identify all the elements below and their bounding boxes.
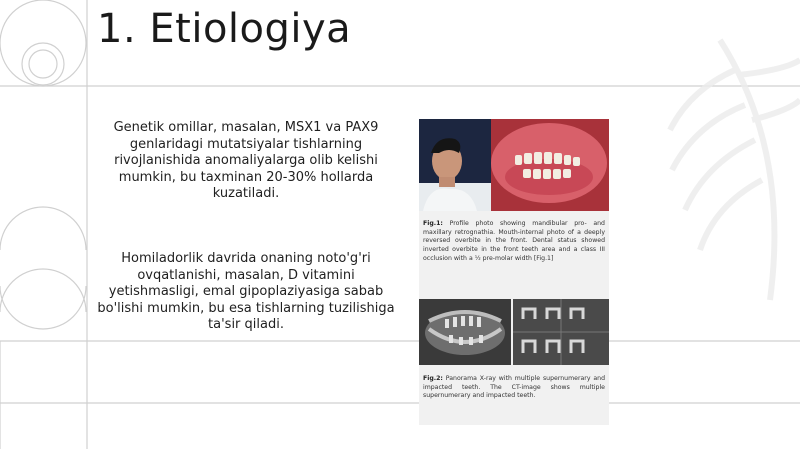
paragraph-maternal-nutrition: Homiladorlik davrida onaning noto'g'ri ovqatlanishi, masalan, D vitamini yetishmasligi, emal gipoplaziyasiga sabab bo'lishi mumkin, bu esa tishlarning tuzilishiga ta'sir qiladi. — [97, 251, 395, 332]
paragraph-genetic-factors: Genetik omillar, masalan, MSX1 va PAX9 genlaridagi mutatsiyalar tishlarning rivojlanishida anomaliyalarga olib kelishi mumkin, bu taxminan 20-30% hollarda kuzatiladi. — [113, 120, 379, 201]
xray-images — [419, 299, 609, 365]
figure-2-caption — [423, 375, 605, 401]
figure-1-text: Profile photo showing mandibular pro- and maxillary retrognathia. Mouth-internal photo of a deeply reversed overbite in the front. Dental status showed inverted overbite in the front teeth area and a class III occlusion with a ½ pre-molar width [Fig.1] — [423, 220, 605, 262]
figure-2-text: Panorama X-ray with multiple supernumerary and impacted teeth. The CT-image shows multiple supernumerary and impacted teeth. — [423, 375, 605, 400]
figure-panel — [419, 119, 609, 425]
figure-1-label: Fig.1: — [423, 220, 443, 227]
figure-2-label: Fig.2: — [423, 375, 443, 382]
slide-title: 1. Etiologiya — [97, 6, 352, 52]
figure-1-caption — [423, 220, 605, 264]
profile-photo — [419, 119, 609, 211]
